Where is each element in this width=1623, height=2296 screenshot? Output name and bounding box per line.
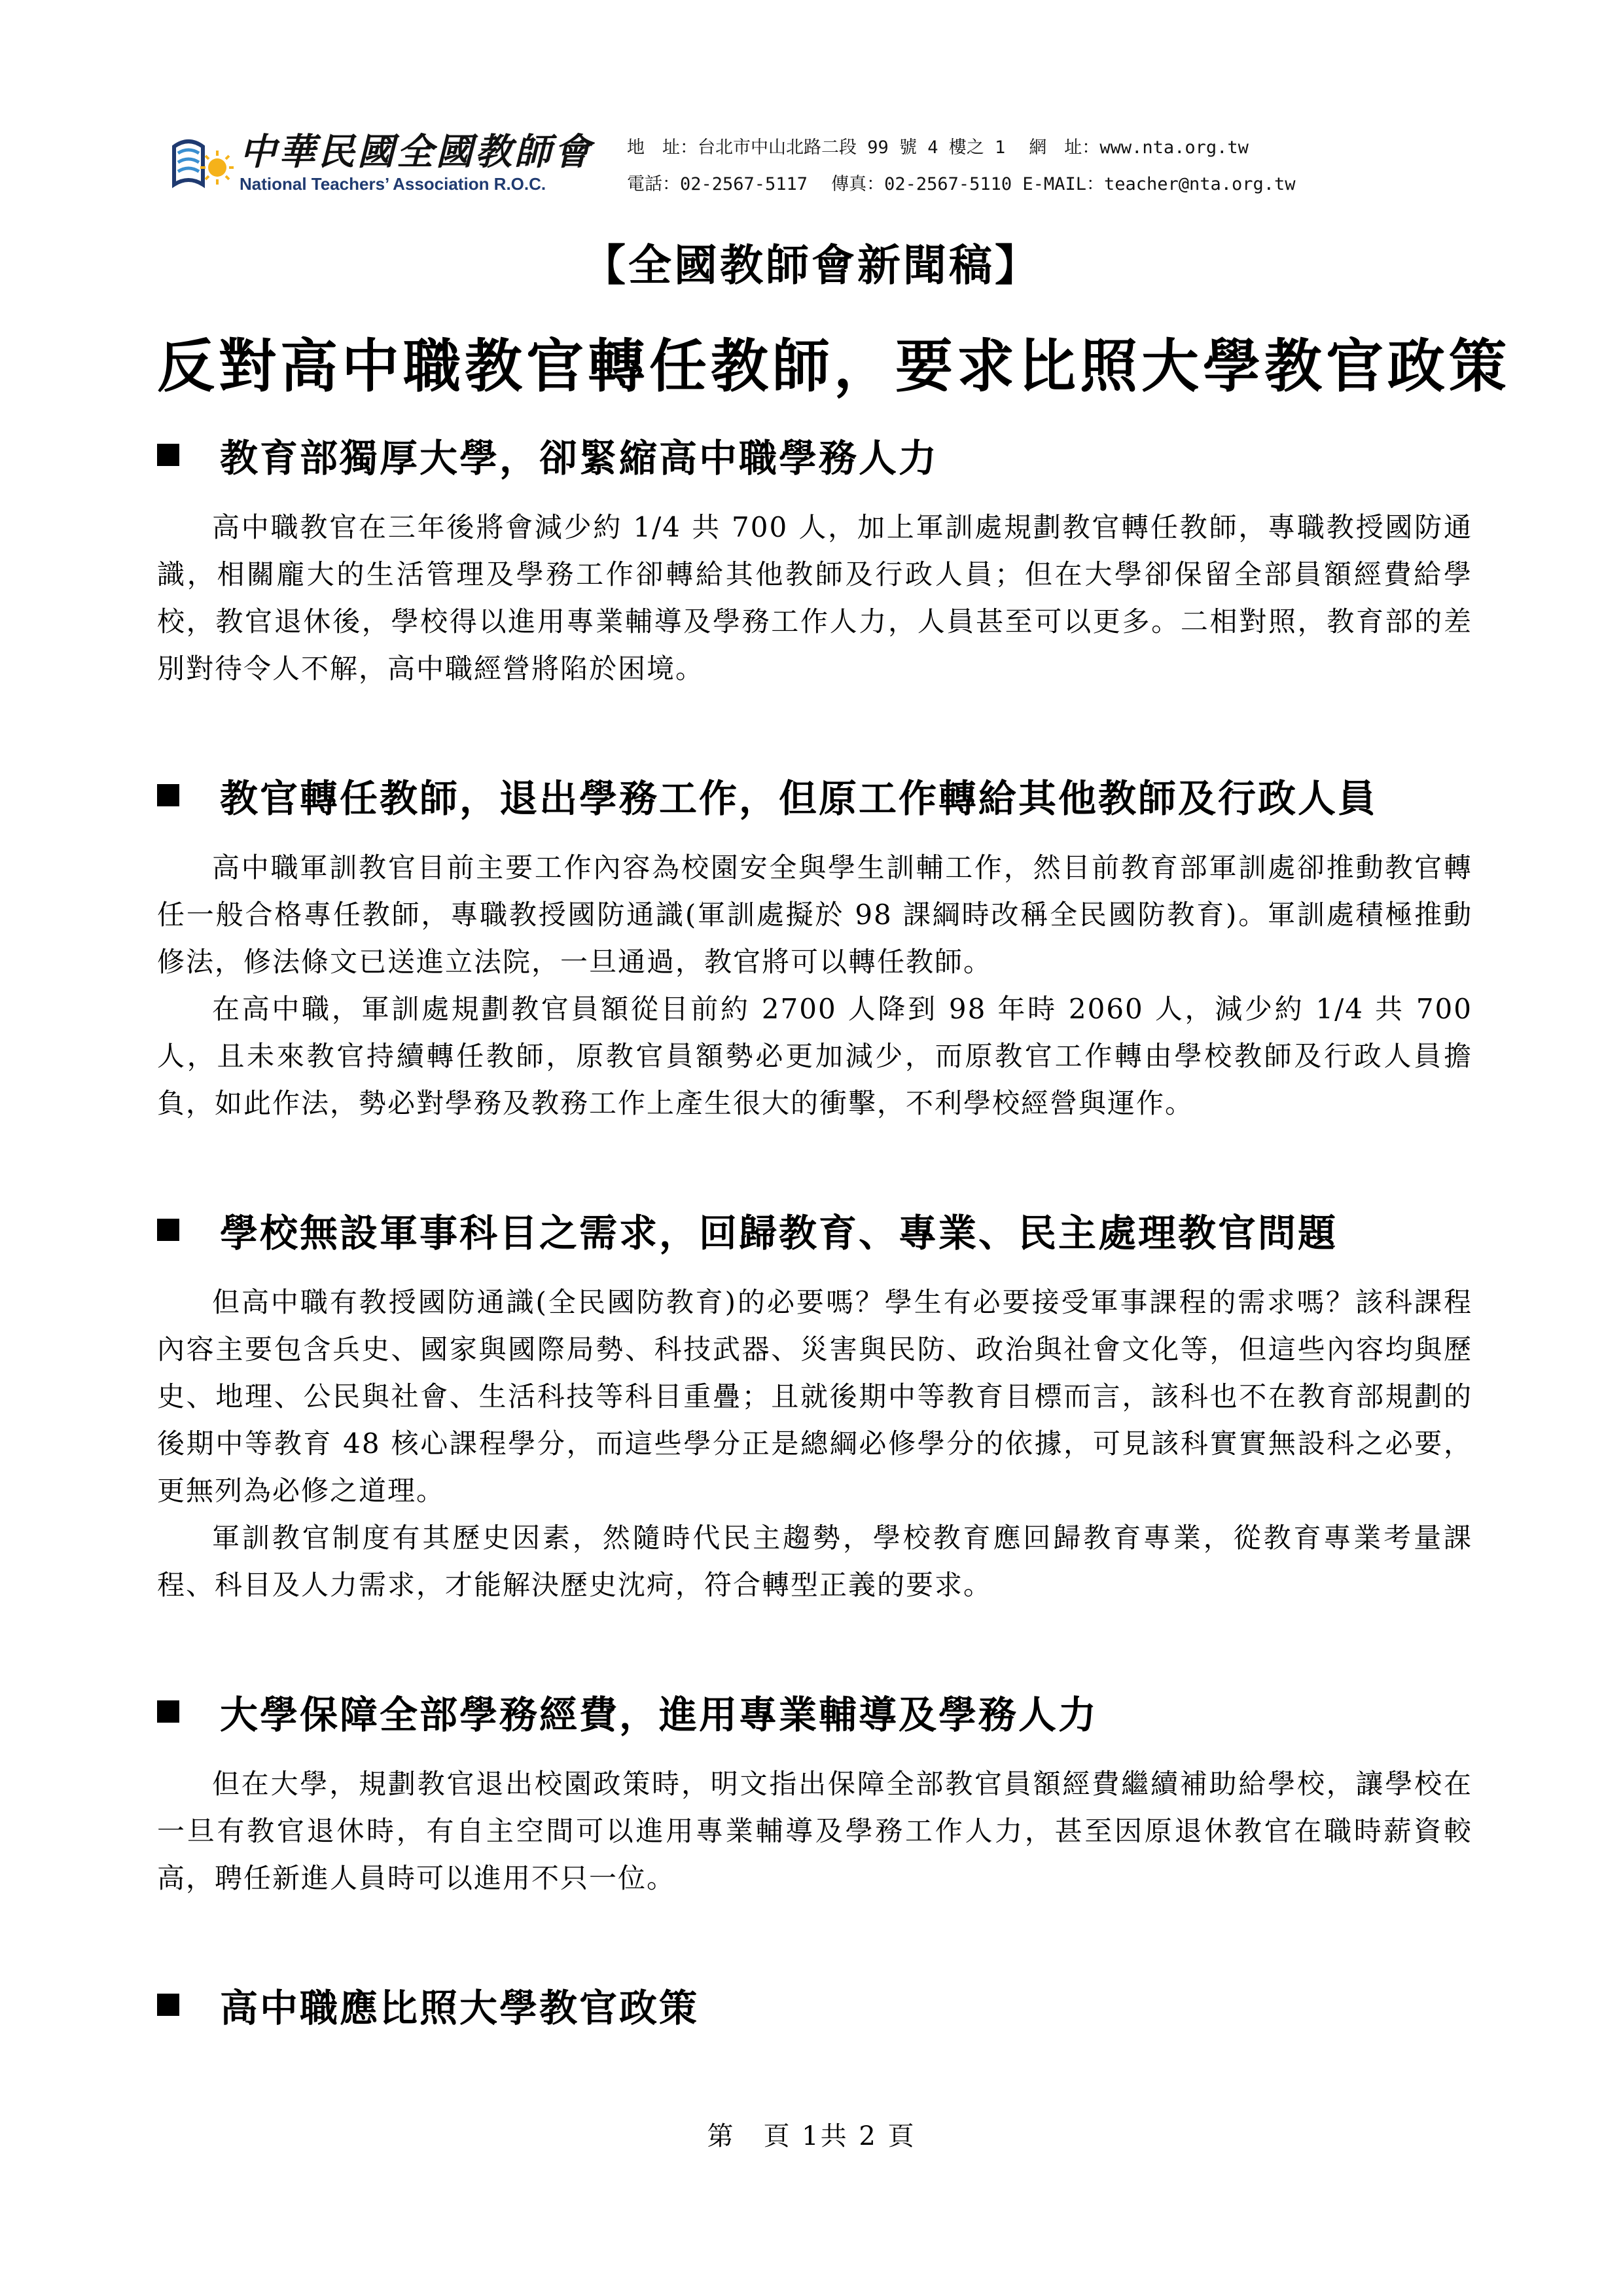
section-heading-text: 教官轉任教師，退出學務工作，但原工作轉給其他教師及行政人員 [220, 776, 1378, 821]
paragraph: 軍訓教官制度有其歷史因素，然隨時代民主趨勢，學校教育應回歸教育專業，從教育專業考量課程、科目及人力需求，才能解決歷史沈疴，符合轉型正義的要求。 [157, 1522, 1472, 1601]
paragraph: 在高中職，軍訓處規劃教官員額從目前約 2700 人降到 98 年時 2060 人，減少約 1/4 共 700 人，且未來教官持續轉任教師，原教官員額勢必更加減少，而原教官工作轉由學校教師及行政人員擔負，如此作法，勢必對學務及教務工作上產生很大的衝擊，不利學校經營與運作。 [157, 993, 1472, 1119]
section-heading [157, 1682, 1472, 1741]
email-link[interactable]: teacher@nta.org.tw [1103, 174, 1296, 194]
paragraph: 但在大學，規劃教官退出校園政策時，明文指出保障全部教官員額經費繼續補助給學校，讓學校在一旦有教官退休時，有自主空間可以進用專業輔導及學務工作人力，甚至因原退休教官在職時薪資較高，聘任新進人員時可以進用不只一位。 [157, 1768, 1472, 1894]
paragraph: 高中職教官在三年後將會減少約 1/4 共 700 人，加上軍訓處規劃教官轉任教師，專職教授國防通識，相關龐大的生活管理及學務工作卻轉給其他教師及行政人員；但在大學卻保留全部員額經費給學校，教官退休後，學校得以進用專業輔導及學務工作人力，人員甚至可以更多。二相對照，教育部的差別對待令人不解，高中職經營將陷於困境。 [157, 511, 1472, 685]
section-3 [157, 1200, 1472, 1609]
org-logo [169, 123, 593, 202]
page-title: 反對高中職教官轉任教師，要求比照大學教官政策 [157, 332, 1511, 400]
fax-label: 傳真： [831, 174, 885, 194]
section-heading-text: 教育部獨厚大學，卻緊縮高中職學務人力 [220, 436, 939, 480]
website-label: 網 址： [1029, 137, 1100, 158]
section-heading-text: 大學保障全部學務經費，進用專業輔導及學務人力 [220, 1693, 1099, 1737]
website-link[interactable]: www.nta.org.tw [1099, 137, 1249, 158]
section-5 [157, 1975, 1472, 2034]
address-label: 地 址： [627, 137, 698, 158]
section-2 [157, 766, 1472, 1127]
section-heading-text: 學校無設軍事科目之需求，回歸教育、專業、民主處理教官問題 [220, 1211, 1338, 1255]
paragraph: 高中職軍訓教官目前主要工作內容為校園安全與學生訓輔工作，然目前教育部軍訓處卻推動教官轉任一般合格專任教師，專職教授國防通識(軍訓處擬於 98 課綱時改稱全民國防教育)。軍訓處積極推動修法，修法條文已送進立法院，一旦通過，教官將可以轉任教師。 [157, 852, 1472, 978]
section-heading-text: 高中職應比照大學教官政策 [220, 1986, 700, 2030]
bullet-square-icon [157, 1700, 179, 1723]
article-body [157, 425, 1472, 2054]
contact-line-1 [627, 130, 1296, 166]
paragraph: 但高中職有教授國防通識(全民國防教育)的必要嗎？學生有必要接受軍事課程的需求嗎？該科課程內容主要包含兵史、國家與國際局勢、科技武器、災害與民防、政治與社會文化等，但這些內容均與歷史、地理、公民與社會、生活科技等科目重疊；且就後期中等教育目標而言，該科也不在教育部規劃的後期中等教育 48 核心課程學分，而這些學分正是總綱必修學分的依據，可見該科實實無設科之必要，更無列為必修之道理。 [157, 1286, 1472, 1507]
bullet-square-icon [157, 784, 179, 806]
section-heading [157, 1975, 1472, 2034]
address: 台北市中山北路二段 99 號 4 樓之 1 [698, 137, 1006, 158]
bullet-square-icon [157, 444, 179, 466]
section-heading [157, 766, 1472, 825]
teacher-association-logo-icon [169, 127, 234, 192]
phone-label: 電話： [627, 174, 680, 194]
bullet-square-icon [157, 1219, 179, 1241]
bullet-square-icon [157, 1994, 179, 2016]
org-name-cn: 中華民國全國教師會 [240, 130, 593, 173]
section-1 [157, 425, 1472, 692]
phone: 02-2567-5117 [680, 174, 808, 194]
contact-info [627, 130, 1296, 203]
fax: 02-2567-5110 [884, 174, 1012, 194]
section-4 [157, 1682, 1472, 1902]
press-release-label: 【全國教師會新聞稿】 [582, 240, 1041, 291]
org-name-en: National Teachers’ Association R.O.C. [240, 174, 546, 194]
contact-line-2 [627, 166, 1296, 203]
email-label: E-MAIL： [1022, 174, 1104, 194]
section-heading [157, 1200, 1472, 1259]
letterhead [169, 123, 1478, 202]
section-heading [157, 425, 1472, 484]
page-number: 第 頁 1共 2 頁 [707, 2121, 916, 2151]
